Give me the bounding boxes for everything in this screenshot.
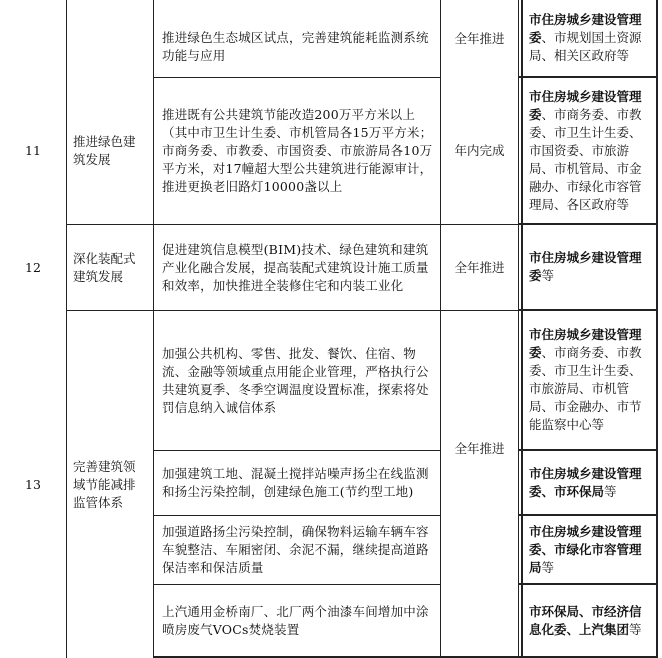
row13-sub3-task-text: 加强道路扬尘污染控制，确保物料运输车辆车容车貌整洁、车厢密闭、余泥不漏，继续提高道路保洁率和保洁质量	[162, 524, 429, 575]
row10-task	[154, 18, 440, 76]
row10-timing-text: 全年推进	[454, 30, 505, 46]
row13-sub1-dept-text	[529, 326, 650, 434]
row10-dept-text	[529, 11, 650, 65]
row13-sub2-dept-text	[529, 465, 650, 501]
row13-timing	[441, 311, 518, 587]
row13-no	[0, 311, 66, 658]
row13-sub1-task-text: 加强公共机构、零售、批发、餐饮、住宿、物流、金融等领域重点用能企业管理，严格执行公共建筑夏季、冬季空调温度设置标准，探索将处罚信息纳入诚信体系	[162, 345, 429, 415]
row10-dept	[523, 0, 656, 76]
row12-task-text: 促进建筑信息模型(BIM)技术、绿色建筑和建筑产业化融合发展，提高装配式建筑设计施工质量和效率，加快推进全装修住宅和内装工业化	[162, 241, 429, 293]
row13-item-text: 完善建筑领域节能减排监管体系	[73, 458, 136, 510]
row10-dept-bold: 市住房城乡建设管理委	[529, 12, 642, 45]
row13-sub4-dept-rest: 等	[629, 621, 642, 637]
row11-task	[154, 78, 440, 224]
row13-sub4-dept	[523, 585, 656, 656]
row11-dept-text	[529, 88, 650, 214]
row13-sub4-task-text: 上汽通用金桥南厂、北厂两个油漆车间增加中涂喷房废气VOCs焚烧装置	[162, 603, 429, 637]
row13-sub1-dept-rest: 、市商务委、市教委、市卫生计生委、市旅游局、市机管局、市金融办、市节能监察中心等	[529, 345, 642, 432]
row13-sub4-dept-bold: 市环保局、市经济信息化委、上汽集团	[529, 603, 642, 637]
row13-sub3-dept-bold: 市住房城乡建设管理委、市绿化市容管理局	[529, 523, 642, 575]
row12-item-text: 深化装配式建筑发展	[73, 250, 136, 284]
row11-task-text: 推进既有公共建筑节能改造200万平方米以上（其中市卫生计生委、市机管局各15万平方米；市商务委、市教委、市国资委、市旅游局各10万平方米，对17幢超大型公共建筑进行能源审计，推进更换老旧路灯10000盏以上	[162, 107, 433, 194]
row13-sub2-task	[154, 451, 440, 515]
row12-dept-bold: 市住房城乡建设管理委	[529, 250, 642, 283]
row11-timing	[441, 78, 518, 224]
row13-sub1-dept-bold: 市住房城乡建设管理委	[529, 327, 642, 360]
row13-sub2-task-text: 加强建筑工地、混凝土搅拌站噪声扬尘在线监测和扬尘污染控制，创建绿色施工(节约型工地)	[162, 466, 429, 499]
row12-timing-text: 全年推进	[454, 259, 505, 275]
row13-sub4-task	[154, 585, 440, 656]
row13-item	[67, 311, 153, 658]
row13-sub2-dept-bold: 市住房城乡建设管理委、市环保局	[529, 465, 642, 499]
row13-timing-text: 全年推进	[454, 441, 505, 456]
row13-sub3-dept	[523, 516, 656, 583]
row13-no-text: 13	[25, 476, 41, 492]
row13-sub3-task	[154, 516, 440, 584]
row11-dept-rest: 、市商务委、市教委、市卫生计生委、市国资委、市旅游局、市机管局、市金融办、市绿化市容管理局、各区政府等	[529, 106, 642, 212]
row13-sub2-dept	[523, 451, 656, 514]
row12-no	[0, 225, 66, 310]
row12-dept	[523, 225, 656, 309]
row12-no-text: 12	[25, 259, 41, 275]
row13-sub4-dept-text	[529, 603, 650, 639]
row12-dept-rest: 等	[541, 268, 555, 283]
row10-task-text: 推进绿色生态城区试点，完善建筑能耗监测系统功能与应用	[162, 30, 429, 63]
row12-task	[154, 225, 440, 310]
dept-inner-right	[656, 0, 658, 658]
row12-timing	[441, 225, 518, 310]
row11-dept	[523, 78, 656, 223]
row13-sub1-dept	[523, 311, 656, 449]
row13-sub1-task	[154, 311, 440, 450]
row13-sub3-dept-text	[529, 523, 650, 577]
row11-no-text: 11	[25, 143, 41, 158]
row11-timing-text: 年内完成	[454, 143, 505, 158]
row10-dept-rest: 、市规划国土资源局、相关区政府等	[529, 30, 642, 63]
row10-timing	[441, 0, 518, 77]
row12-item	[67, 225, 153, 310]
row11-no	[0, 78, 66, 224]
row11-item	[67, 78, 153, 224]
row11-item-text: 推进绿色建筑发展	[73, 134, 136, 167]
col-border-timing	[518, 0, 519, 658]
row13-sub3-dept-rest: 等	[541, 559, 555, 575]
row12-dept-text	[529, 249, 650, 285]
row13-sub2-dept-rest: 等	[604, 483, 617, 499]
row11-dept-bold: 市住房城乡建设管理委	[529, 88, 642, 122]
